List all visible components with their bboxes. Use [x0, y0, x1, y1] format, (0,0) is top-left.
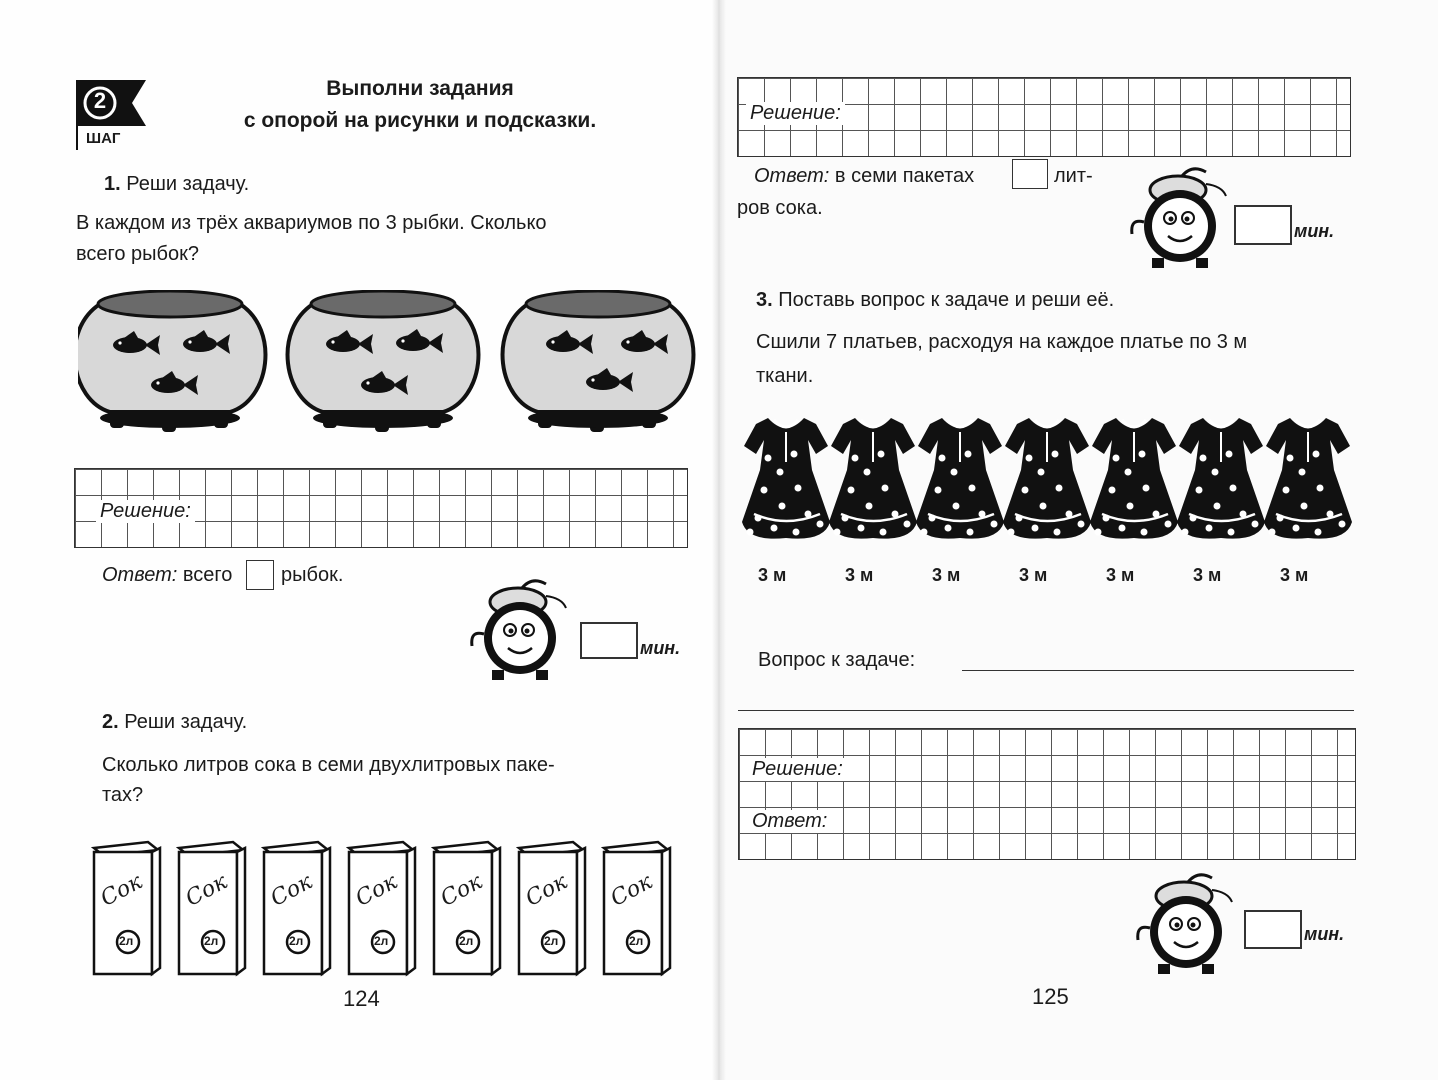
juice-pack-icon: [343, 838, 419, 978]
task3-solution-label: Решение:: [748, 758, 847, 781]
dress-fabric-label: 3 м: [1280, 565, 1309, 585]
task3-solution-grid[interactable]: [738, 728, 1356, 860]
juice-pack-label: Сок: [351, 869, 402, 912]
dress: [1260, 410, 1356, 555]
task2-number: 2.: [102, 711, 119, 733]
task1-time-box[interactable]: [580, 622, 638, 659]
dress-icon: [738, 410, 834, 555]
dress-icon: [1173, 410, 1269, 555]
task1-answer: [102, 559, 232, 591]
task2-answer-part1: в семи пакетах: [834, 165, 975, 187]
juice-packs-row: [88, 838, 678, 978]
juice-pack-volume: 2л: [459, 934, 474, 948]
task2-answer-part3: ров сока.: [737, 197, 823, 219]
alarm-clock-mascot-3: [1132, 868, 1242, 978]
task1-number: 1.: [104, 173, 121, 195]
task3-question-label: Вопрос к задаче:: [758, 649, 916, 671]
step-label: ШАГ: [86, 130, 121, 147]
task3-line1: Сшили 7 платьев, расходуя на каждое платье по 3 м: [756, 331, 1248, 353]
alarm-clock-mascot-2: [1126, 162, 1236, 272]
task1-answer-suffix: рыбок.: [281, 564, 344, 586]
juice-pack: [513, 838, 589, 978]
alarm-clock-mascot: [466, 574, 576, 684]
task2-answer-box[interactable]: [1012, 159, 1048, 189]
dress: [999, 410, 1095, 555]
juice-pack: [343, 838, 419, 978]
dress-fabric-label: 3 м: [1106, 565, 1135, 585]
juice-pack-icon: [513, 838, 589, 978]
juice-pack-icon: [88, 838, 164, 978]
dress: [825, 410, 921, 555]
dresses-row: [738, 410, 1358, 596]
task1-answer-prefix: всего: [182, 564, 233, 586]
aquarium-row: [78, 290, 698, 440]
alarm-clock-icon: [466, 574, 576, 684]
juice-pack: [88, 838, 164, 978]
dress-fabric-label: 3 м: [1019, 565, 1048, 585]
task3-line2: ткани.: [756, 365, 814, 387]
dress: [738, 410, 834, 555]
task1-heading-text: Реши задачу.: [126, 173, 250, 195]
juice-pack-label: Сок: [181, 869, 232, 912]
dress-icon: [825, 410, 921, 555]
task1-line1: В каждом из трёх аквариумов по 3 рыбки. Сколько: [76, 212, 547, 234]
dress-fabric-label: 3 м: [1193, 565, 1222, 585]
juice-pack: [428, 838, 504, 978]
task1-answer-box[interactable]: [246, 560, 274, 590]
juice-pack-icon: [258, 838, 334, 978]
dress-fabric-label: 3 м: [758, 565, 787, 585]
juice-pack-icon: [428, 838, 504, 978]
dress-icon: [999, 410, 1095, 555]
juice-pack-icon: [173, 838, 249, 978]
alarm-clock-icon: [1126, 162, 1236, 272]
book-spine: [712, 0, 726, 1080]
juice-pack-label: Сок: [436, 869, 487, 912]
task3-heading: [756, 284, 1114, 316]
juice-pack-volume: 2л: [544, 934, 559, 948]
task1-line2: всего рыбок?: [76, 243, 200, 265]
page-number-left: 124: [343, 986, 380, 1011]
alarm-clock-icon: [1132, 868, 1242, 978]
juice-pack-volume: 2л: [629, 934, 644, 948]
juice-pack-volume: 2л: [374, 934, 389, 948]
juice-pack-label: Сок: [521, 869, 572, 912]
juice-pack-label: Сок: [606, 869, 657, 912]
task2-answer: [754, 160, 974, 192]
task1-solution-label: Решение:: [96, 500, 195, 523]
task3-heading-text: Поставь вопрос к задаче и реши её.: [778, 289, 1115, 311]
task1-answer-label: Ответ:: [102, 564, 178, 586]
task2-answer-part2: лит-: [1054, 165, 1093, 187]
step-flag: [76, 80, 148, 150]
dress-fabric-label: 3 м: [845, 565, 874, 585]
page-number-right: 125: [1032, 984, 1069, 1009]
task3-time-unit: мин.: [1304, 924, 1345, 944]
section-title-line2: с опорой на рисунки и подсказки.: [243, 109, 597, 132]
juice-pack: [258, 838, 334, 978]
juice-pack: [173, 838, 249, 978]
task1-heading: [104, 168, 249, 200]
juice-pack-volume: 2л: [289, 934, 304, 948]
task2-heading: [102, 706, 247, 738]
task3-time-box[interactable]: [1244, 910, 1302, 949]
dress: [1173, 410, 1269, 555]
aquarium-illustration: [78, 290, 698, 440]
task3-question-line-1[interactable]: [962, 670, 1354, 671]
task2-line2: тах?: [102, 784, 144, 806]
task3-number: 3.: [756, 289, 773, 311]
task2-answer-label: Ответ:: [754, 165, 830, 187]
task2-line1: Сколько литров сока в семи двухлитровых паке-: [102, 754, 555, 776]
task2-time-unit: мин.: [1294, 221, 1335, 241]
juice-pack-volume: 2л: [119, 934, 134, 948]
juice-pack-label: Сок: [96, 869, 147, 912]
dress-icon: [1086, 410, 1182, 555]
task1-time-unit: мин.: [640, 638, 681, 658]
step-number: 2: [93, 88, 107, 113]
dress-icon: [912, 410, 1008, 555]
juice-pack-label: Сок: [266, 869, 317, 912]
task3-question-line-2[interactable]: [738, 710, 1354, 711]
task2-time-box[interactable]: [1234, 205, 1292, 245]
dress-icon: [1260, 410, 1356, 555]
juice-pack: [598, 838, 674, 978]
dress-fabric-label: 3 м: [932, 565, 961, 585]
task3-answer-label: Ответ:: [748, 810, 831, 833]
juice-pack-volume: 2л: [204, 934, 219, 948]
section-title-line1: Выполни задания: [326, 77, 514, 100]
juice-pack-icon: [598, 838, 674, 978]
task2-heading-text: Реши задачу.: [124, 711, 248, 733]
dress: [912, 410, 1008, 555]
task2-solution-label: Решение:: [746, 102, 845, 125]
dress: [1086, 410, 1182, 555]
